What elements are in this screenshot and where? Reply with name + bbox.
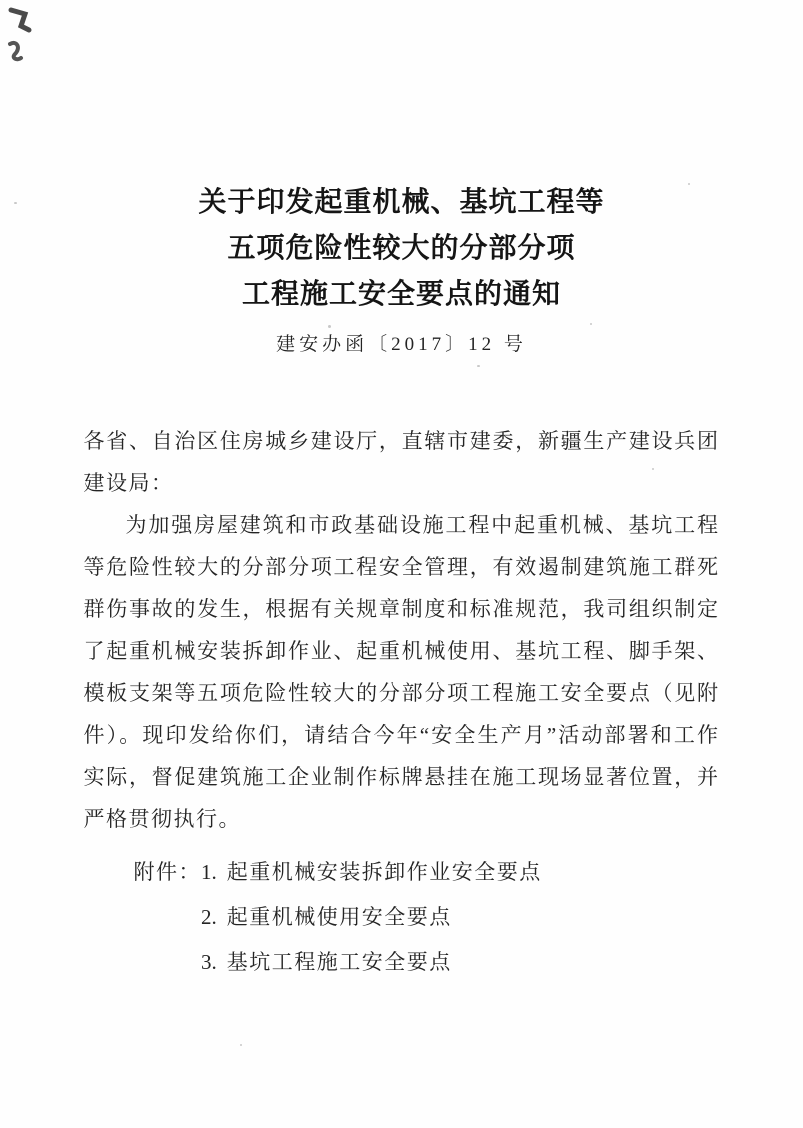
attachments-section: [84, 850, 720, 985]
attachment-item: [201, 850, 720, 895]
attachment-number: 2.: [201, 905, 217, 929]
scan-speck: [240, 1044, 242, 1046]
attachment-number: 1.: [201, 860, 217, 884]
attachment-number: 3.: [201, 950, 217, 974]
scan-speck: [477, 365, 480, 367]
scan-speck: [688, 183, 690, 185]
scan-speck: [590, 323, 592, 325]
document-number: 建安办函〔2017〕12 号: [276, 334, 527, 355]
body-paragraph: 为加强房屋建筑和市政基础设施工程中起重机械、基坑工程等危险性较大的分部分项工程安全管理，有效遏制建筑施工群死群伤事故的发生，根据有关规章制度和标准规范，我司组织制定了起重机械安装拆卸作业、起重机械使用、基坑工程、脚手架、模板支架等五项危险性较大的分部分项工程施工安全要点（见附件）。现印发给你们，请结合今年“安全生产月”活动部署和工作实际，督促建筑施工企业制作标牌悬挂在施工现场显著位置，并严格贯彻执行。: [83, 513, 720, 831]
attachment-item: [201, 940, 720, 985]
document-title-line-2: 五项危险性较大的分部分项: [227, 233, 576, 264]
attachment-text: 起重机械安装拆卸作业安全要点: [226, 860, 542, 884]
attachments-list: [201, 850, 720, 985]
attachments-label: 附件：: [133, 860, 201, 884]
document-body: [84, 420, 720, 840]
attachment-item: [201, 895, 720, 940]
salutation: 各省、自治区住房城乡建设厅，直辖市建委，新疆生产建设兵团建设局：: [83, 429, 720, 495]
scan-mark: [5, 6, 39, 64]
scan-speck: [14, 202, 17, 204]
document-title: [0, 0, 803, 318]
document-title-line-1: 关于印发起重机械、基坑工程等: [198, 187, 605, 218]
attachment-text: 基坑工程施工安全要点: [226, 950, 452, 974]
attachment-text: 起重机械使用安全要点: [226, 905, 452, 929]
scan-speck: [328, 325, 331, 328]
document-title-line-3: 工程施工安全要点的通知: [241, 279, 561, 310]
scan-speck: [652, 468, 654, 470]
